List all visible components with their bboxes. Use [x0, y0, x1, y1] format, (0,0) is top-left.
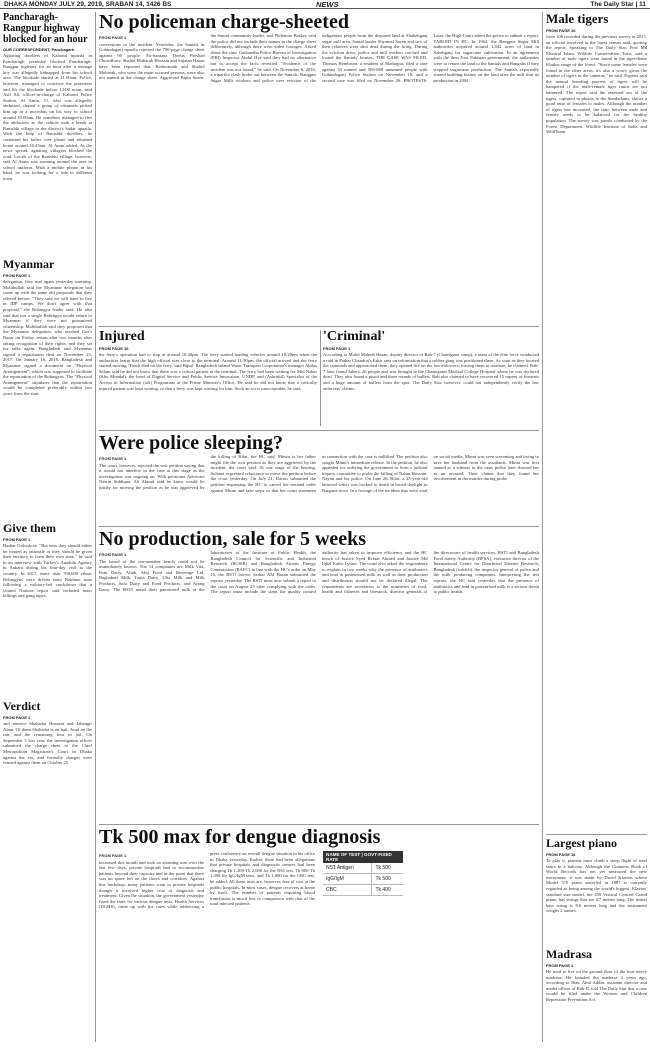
rate-test-name: CBC	[323, 885, 372, 896]
article-text: increased this month and took an alarming turn over the last few days, private hospitals had to accommodate patients beyond their capacity and in the point that there was no space left on the floors and corridors. Against this backdrop, many patients went to private hospitals though it involved higher cost of diagnosis and treatment. Given the situation, the government yesterday fixed the rates for various dengue tests. Health Services (DGHS), came up with the rates while addressing a press conference on overall dengue situation in his office in Dhaka yesterday. Earlier, there had been allegations that private hospitals and diagnostic centres had been charging Tk 1,200-Tk 2,000 for the NS1 test, Tk 800-Tk 1,400 for IgG/IgM tests, and Tk 1,000 for the CBC test, he added. All these tests are, however, free of cost at the public hospitals. In most cases, dengue recovers at home by itself. The number of patients requiring blood transfusion is much less in comparison with that of the total infected patients.	[99, 851, 315, 910]
headline: Madrasa	[546, 948, 592, 961]
headline: Largest piano	[546, 837, 618, 850]
byline: OUR CORRESPONDENT, Panchagarh	[3, 47, 75, 52]
byline: FROM PAGE 1	[99, 456, 127, 461]
article-body: Agitating dwellers of Kabarid upazila in Pancharagh yesterday blocked Pancharagh-Rangpur highway for an hour after a teenage boy was allegedly kidnapped from his school area. The blockade started at 11:00am. Police, however, managed to convince the protesters and lift the blockade before 12:00 noon, said Asif Ali, officer-in-charge of Kabarid Police Station. Al Amin, 11, who was allegedly abducted, chased a group of criminals picked him up in a microbus on his way to school around 10:00am. He somehow managed to flee the abductors as the vehicle took a break at Ranishki village in the district's Sadar upazila. With the help of Ranishki dwellers, he contacted his father over phone and returned home around 10:45am. Al Amin added. As the news spread, agitating villagers blocked the road. Locals of the Ranishki village, however, said Al Amin was roaming around the area in school uniform. With a mobile phone in his hand, he was looking for a ride to different town.	[3, 53, 92, 182]
article-largest-piano	[546, 837, 647, 945]
article-injured	[99, 329, 317, 427]
byline: FROM PAGE 1	[99, 552, 127, 557]
article-body: According to Mohd Mahedi Hasan, deputy director of Rab-7 (Chandgaon camp), a team of the elite force conducted a raid in Pathar Chandrai's Fakir area on information that a robber gang was positioned there. As soon as they located the criminals and approached them, they opened fire on the law enforcers, forcing them to retaliate, he claimed. Rab-7 later found Jabers, 26 people and was brought to the Chattogram Medical College Hospital where he was declared dead. They also found a pistol and three rounds of bullets. Rab also claimed to have recovered 15 rupees of firearms and a huge amount of bullets from the spot. The Daily Star, however, could not independently verify the law enforcers' claims.	[323, 352, 539, 391]
headline: Injured	[99, 329, 145, 344]
article-were-police-sleeping	[99, 433, 539, 523]
article-madrasa	[546, 948, 647, 1044]
article-give-them	[3, 522, 92, 694]
headline: Myanmar	[3, 258, 55, 271]
article-body: He used to live on the ground floor of the four-storey madrasa. He founded the madrasa 4 years ago, according to Ilias. Abul Addin, assistant director and media officer of Rab-II, told The Daily Star that a case would be filed under the Women and Children Repression Prevention Act.	[546, 969, 647, 1002]
article-myanmar	[3, 258, 92, 516]
section-rule	[99, 326, 539, 327]
article-body: delegation, they met again yesterday morning. Mohibullah said the Myanmar delegation had come up with the same old proposals that they offered before. "They said we will have to live in IDP camps. We don't agree with that proposal," the Rohingya leader said. He also said that not a single Rohingya would return to Myanmar if they were not guaranteed citizenship. Mohibullah said they proposed that the Myanmar delegation, who reached Cox's Bazar on Friday, return after two months after taking recognition of their rights, and they sat for talks again. Bangladesh and Myanmar signed a repatriation deal on November 23, 2017. On January 16, 2018, Bangladesh and Myanmar signed a document on "Physical Arrangement", which was supposed to facilitate the repatriation of the Rohingyas. The "Physical Arrangement" stipulates that the repatriation would be completed preferably within two years from the start.	[3, 279, 92, 396]
byline: FROM PAGE 1	[323, 346, 351, 351]
headline: Were police sleeping?	[99, 433, 284, 454]
headline: Tk 500 max for dengue diagnosis	[99, 827, 381, 848]
headline: No production, sale for 5 weeks	[99, 529, 367, 550]
page-header	[0, 0, 650, 9]
section-rule	[99, 526, 539, 527]
article-body: Bashar Orthodoxy. "But now they should either be treated as rationale or they should be given their territory to form their own state," he said in an interview with Turkey's Anadolu Agency in Ankara during his four-day visit to the country. In 2017, more than 700,000 ethnic Rohingyas were driven from Rakhine state following a military-led crackdown that a United Nations report said included mass killings and gang rapes.	[3, 543, 92, 599]
article-charge-sheet	[99, 12, 539, 324]
byline: FROM PAGE 1	[3, 537, 31, 542]
rate-value: Tk 400	[372, 885, 403, 896]
article-body: the ferry's operation had to stop at around 10:20pm. The ferry started loading vehicles around 10:20pm when the authorities learnt that the high official was close to the terminal. Around 11:30pm, the official arrived and the ferry started moving. Tirath died on the ferry, said Bipul. Bangladesh Inland Water Transport Corporation's manager Abdus Salam said he did not know that there was a critical patient at the terminal. The ferry had been waiting for Mid Nahar (Abu Mondal), the head of Digital Service and Public Service Innovation, UNDP, and (Ashraful) Specialist of the Access to Information (a2i) Programme at the Prime Minister's Office. He said he did not know that a critically injured patient was kept waiting, or that a ferry was kept waiting for him. Such an act is unacceptable, he said.	[99, 352, 317, 391]
section-rule	[99, 430, 539, 431]
article-body: and remove Shahadat Hossain and Jahangir Alam. Of them Shahadat is on bail, Asad on the run, and the remaining four in jail. On September 5 last year, the investigation officer submitted the charge sheet to the Chief Metropolitan Magistrate's Court in Dhaka against the six, and formally charges were framed against them on October 25.	[3, 721, 92, 766]
article-verdict	[3, 700, 92, 890]
byline: FROM PAGE 1	[99, 35, 127, 40]
rate-test-name: IgG/IgM	[323, 874, 372, 885]
dengue-rates-table	[323, 851, 403, 896]
article-body	[99, 454, 539, 520]
dengue-body-left	[99, 851, 315, 1041]
article-criminal	[323, 329, 539, 427]
byline: FROM PAGE 16	[546, 28, 576, 33]
left-column-divider	[95, 12, 96, 1042]
right-column-divider	[542, 12, 543, 1042]
article-pancharagh	[3, 12, 92, 254]
header-date: DHAKA MONDAY JULY 29, 2019, SRABAN 14, 1426 BS	[4, 1, 172, 8]
headline: No policeman charge-sheeted	[99, 12, 349, 33]
article-body	[99, 33, 539, 318]
rates-table-title: NAME OF TEST | GOVT-FIXED RATE	[323, 851, 403, 863]
headline: Pancharagh-Rangpur highway blocked for an hour	[3, 12, 88, 45]
rate-value: Tk 500	[372, 874, 403, 885]
section-rule	[99, 824, 539, 825]
section-rule	[546, 834, 647, 835]
article-dengue	[99, 827, 539, 1045]
rate-test-name: NS1 Antigen	[323, 863, 372, 874]
headline: Give them	[3, 522, 56, 535]
header-section: NEWS	[316, 0, 339, 9]
dengue-body-right	[409, 851, 539, 1041]
article-text: concessions to the incident. Yesterday, the Santals in Gobindaganj upazila rejected the 700-page charge sheet against 90 people. Ex-Santana Deeba Parshad Chowdhury, Shahid Mubarak Hossain and Sujatan Hasan have been reported that. Bishwanath and Shahid Mubarak, who were the main accused persons, were also not named in the charge sheet. Aggrieved Bipin Soren, the Santal community leader, and Philemon Baskey said the police did not include their names in the charge sheet deliberately, although there were video footages. Asked about the case, Gaibandha Police Bureau of Investigation (PBI) Inspector Abdul Hye said they had no alternative but to accept the facts revealed. "Evidence of the incident was not found," he said. On November 6, 2016, a tripartite clash broke out between the Santals, Rangpur Sugar Mills workers and police over eviction of the indigenous people from the disputed land at Shahebganj sugar mill area. Santal leader Shyamal Soren and two of their relatives were shot dead during the firing. During the eviction drive, police and mill workers torched and looted the Santals' houses. THE CASE WAS FILED: Thomas Hembrom, a resident of Madarpur, filed a case against 33 named and 500-600 unnamed people with Gobindaganj Police Station on November 16, and a second case was filed on November 26. PROTESTS: Later, the High Court asked the police to submit a report. TABLED IN HC: In 1962, the Rangpur Sugar Mill authorities acquired around 1,842 acres of land in Sahebganj for sugarcane cultivation. In an agreement with the then East Pakistan government, the authorities were to return the land to the Santals and Bangalis if they stopped sugarcane production. The Santals reportedly started building houses on the land after the mill shut its production in 2004.	[99, 33, 539, 83]
byline: FROM PAGE 1	[3, 273, 31, 278]
article-no-production	[99, 529, 539, 821]
injured-criminal-divider	[320, 330, 321, 426]
byline: FROM PAGE 16	[546, 852, 576, 857]
byline: FROM PAGE 1	[546, 963, 574, 968]
headline: Verdict	[3, 700, 41, 713]
headline: 'Criminal'	[323, 329, 386, 344]
article-body	[99, 550, 539, 816]
article-male-tigers	[546, 12, 647, 830]
article-text: The court, however, rejected the writ petition saying that it would not interfere in the case at this stage as the investigation was ongoing on. With petitioner Advocate Nasrin Siddiqua, Ali Alasad said he knew would lie justify for moving the petition as he was aggrieved by the killing of Rifat, the HC said. Minzu is her father might file the writ petition as they are aggrieved by the incident, the court said. At one stage of the hearing, Sultana expressed reluctance to move the petition before the court yesterday. On July 21, Dainis submitted the petition requesting the HC to cancel the remand order against Minni and take steps so that her court statement in connection with the case is nullified. The petition also sought Minni's immediate release. In the petition, he also appealed for ordering the government to form a judicial inquiry committee to probe the killing of Nabin Hossain. Nayan and his police. On June 26, Rifat, a 25-year-old tattooed writer was hacked to death in broad daylight in Barguna town. In a footage of the incident that went viral on social media, Minni was seen screaming and trying to save her husband from the assailants. Minni was first named as a witness in the case, police later showed her as an accused. Their claims that they found her involvement in the murder during probe.	[99, 454, 539, 493]
byline: FROM PAGE 1	[3, 715, 31, 720]
article-body: To play it, pianists must climb a steep flight of steel stairs to a balcony. Although the Guinness Book of World Records has not yet measured the new instrument, it was made by David Klavins whose Model 370 piano unveiled in 1987 is currently regarded as being among the world's biggest. Klavins' standard size model, the 450 Vertical Concert Grand piano, has strings that are 4.7 metres long. The tiniest bass string is 8.6 metres long and the instrument weighs 2 tonnes.	[546, 858, 647, 914]
header-masthead: The Daily Star | 11	[590, 1, 646, 8]
byline: FROM PAGE 1	[99, 853, 127, 858]
rate-value: Tk 500	[372, 863, 403, 874]
article-body: from 106 recorded during the previous survey in 2015, an official involved in the latest census said, quoting the report. Speaking to The Daily Star, Prof Md Monirul Islam, Wildlife Conservation Trust, said a number of male tigers were found in the tiger-dense Khulna range of the forest. "Since some females were found in the other areas, it's also a worry given the number of tigers in the cameras," he said. Experts said the natural breeding process of tigers will be hampered if the male-female tiger ratios are not balanced. The report said the assessed sex of the tigers, captured in photos in the Sundarbans, shows a good ratio of females to males. Although the number of tigers has increased, the ratio between male and female needs to be balanced for the healthy population. The survey was jointly conducted by the Forest Department, Wildlife Institute of India and WildTeam.	[546, 34, 647, 135]
article-text: The heard of the ten-member bench could not be immediately known. The 14 companies are Milk Vita, Pran Dairy, Aftab, Akij Food and Beverage Ltd, Baghabari Milk, Tania Dairy, Ulta Milk and Milk Products, Safa Dairy and Food Products, and Arong Dairy. The BSTI noted their patronised milk at the laboratories of the Institute of Public Health, the Bangladesh Council for Scientific and Industrial Research (BCSIR) and Bangladesh Atomic Energy Commission (BAEC) in line with the HC's order on May 15, the BSTI lawyer Sarkar AM Hasan submitted the reports yesterday. The BSTI must now submit a report to the court on August 25 after complying with the order. The report must include the steps the quality control authority has taken to improve efficiency and the HC bench of Justice Syed Refaat Ahmed and Justice Md Iqbal Kabir Lytton. The court also asked the respondents to explain in two weeks why the presence of antibiotics and lead in pasteurised milk as well as their production and distribution should not be declared illegal. The respondents are secretaries to the ministries of food, health and fisheries and livestock, director generals of the directorate of health services, BSTI and Bangladesh Food Safety Authority (BFSA), executive director of the International Centre for Diarrhoeal Disease Research, Bangladesh (icddr,b), the inspector general of police and the milk producing companies. Interpreting the test reports, the HC said yesterday that the presence of antibiotics and lead in pasteurised milk is a serious threat to public health.	[99, 550, 539, 595]
headline: Male tigers	[546, 12, 609, 26]
byline: FROM PAGE 16	[99, 346, 129, 351]
